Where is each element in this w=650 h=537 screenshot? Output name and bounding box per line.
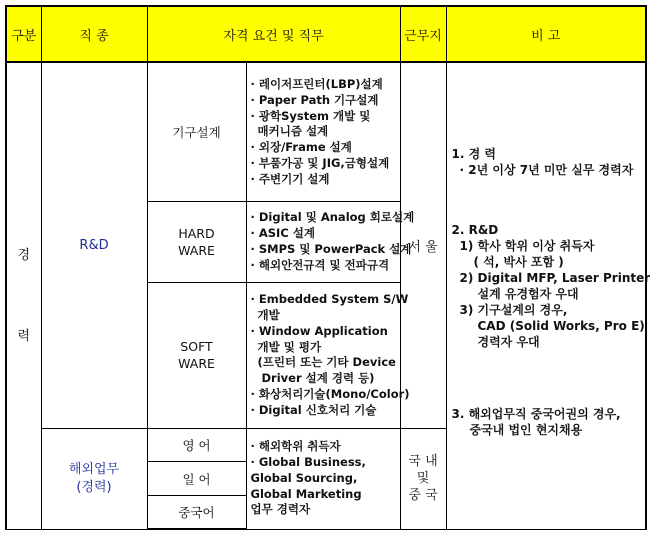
requirement-item: 매커니즘 설계 [257,124,329,139]
requirement-item: · 화상처리기술(Mono/Color) [250,387,410,402]
requirement-item: · 외장/Frame 설계 [250,140,352,155]
language-chinese: 중국어 [147,495,246,529]
rnd-requirements-software [246,282,410,428]
requirement-item: · 레이저프린터(LBP)설계 [250,77,383,92]
rnd-sub-hardware [147,202,246,283]
remark-line: 3) 기구설계의 경우, [459,303,568,318]
requirement-item: (프린터 또는 기타 Device [257,355,396,370]
rnd-sub-name: SOFT [180,339,213,355]
requirement-item: Global Marketing [250,486,362,501]
header-requirements: 자격 요건 및 직무 [147,6,400,62]
requirement-item: Driver 설계 경력 등) [261,371,375,386]
rnd-sub-software [147,282,246,428]
requirement-item: 개발 및 평가 [257,339,322,354]
overseas-label [41,429,147,529]
category-cell [6,62,41,529]
rnd-requirements-mechanical [246,62,400,201]
requirement-item: Global Sourcing, [250,470,358,485]
requirement-item: · Digital 신호처리 기술 [250,402,377,417]
requirement-item: · 해외안전규격 및 전파규격 [250,257,390,272]
rnd-location: 서 울 [400,62,446,428]
recruitment-table [5,5,650,530]
requirement-item: 개발 [257,308,280,323]
overseas-label-line-1: 해외업무 [68,461,120,477]
language-japanese: 일 어 [147,462,246,495]
header-job-type: 직 종 [41,6,147,62]
requirement-item: · 주변기기 설계 [250,171,330,186]
overseas-label-line-2: (경력) [76,479,112,495]
requirement-item: · Window Application [250,323,388,338]
remarks-cell [446,62,650,529]
rnd-sub-name: WARE [178,356,215,372]
remark-line: 설계 유경험자 우대 [477,287,579,302]
requirement-item: · 광학System 개발 및 [250,108,371,123]
rnd-sub-name: HARD [178,226,215,242]
remark-line: ( 석, 박사 포함 ) [473,255,564,270]
remark-line: 1) 학사 학위 이상 취득자 [459,239,595,254]
requirement-item: · ASIC 설계 [250,226,315,241]
remark-line: CAD (Solid Works, Pro E) [477,319,645,334]
requirement-item: · 부품가공 및 JIG,금형설계 [250,156,390,171]
requirement-item: · Embedded System S/W [250,292,409,307]
rnd-requirements-hardware [246,202,415,283]
requirement-item: · SMPS 및 PowerPack 설계 [250,242,412,257]
requirement-item: · Paper Path 기구설계 [250,92,379,107]
overseas-location [400,429,446,529]
remark-line: 1. 경 력 [451,147,496,162]
language-english: 영 어 [147,429,246,462]
header-category: 구분 [6,6,41,62]
category-line-2: 력 [17,328,31,344]
rnd-sub-mechanical [147,62,246,201]
rnd-sub-name: 기구설계 [172,124,221,140]
rnd-label: R&D [41,62,147,428]
requirement-item: 업무 경력자 [250,502,311,517]
remark-line: · 2년 이상 7년 미만 실무 경력자 [459,163,634,178]
category-line-1: 경 [17,247,31,263]
remark-line: 3. 해외업무직 중국어권의 경우, [451,407,621,422]
remark-line: 2. R&D [451,223,499,238]
requirement-item: · 해외학위 취득자 [250,439,341,454]
remark-line: 중국내 법인 현지채용 [469,423,583,438]
remark-line: 2) Digital MFP, Laser Printer [459,271,650,286]
requirement-item: · Digital 및 Analog 회로설계 [250,210,415,225]
header-row [6,6,646,62]
overseas-requirements [246,429,400,529]
location-line: 중 국 [408,488,438,504]
rnd-row-mechanical [6,62,646,201]
header-remarks: 비 고 [446,6,646,62]
location-line: 및 [416,471,430,487]
remark-line: 경력자 우대 [477,335,540,350]
location-line: 국 내 [408,454,438,470]
header-location: 근무지 [400,6,446,62]
requirement-item: · Global Business, [250,454,366,469]
rnd-sub-name: WARE [178,243,215,259]
